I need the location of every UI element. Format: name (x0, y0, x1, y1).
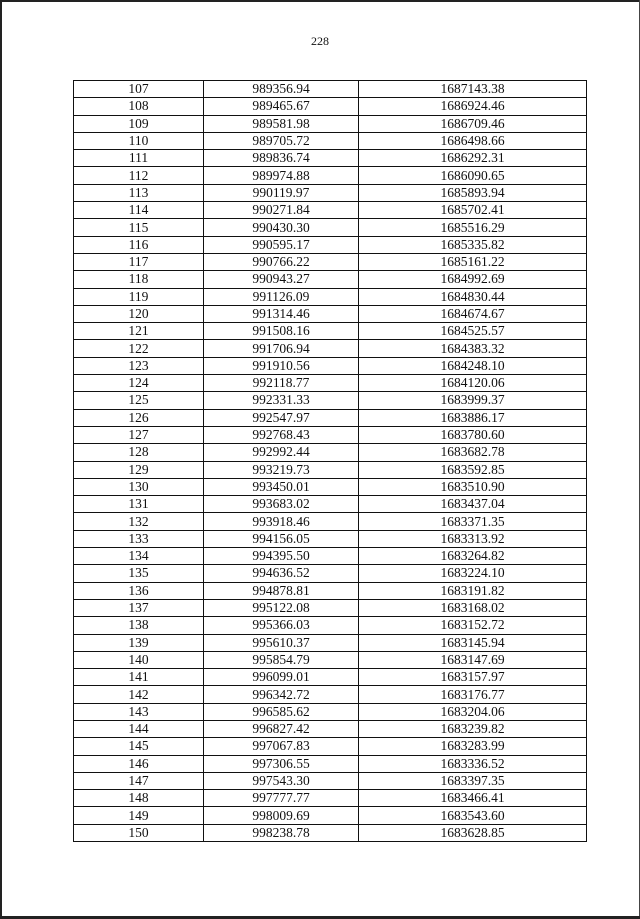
y-coordinate-cell: 1685335.82 (359, 236, 587, 253)
point-number-cell: 144 (74, 720, 204, 737)
table-row (74, 357, 587, 374)
table-row (74, 651, 587, 668)
y-coordinate-cell: 1686292.31 (359, 150, 587, 167)
x-coordinate-cell: 992547.97 (204, 409, 359, 426)
y-coordinate-cell: 1685516.29 (359, 219, 587, 236)
x-coordinate-cell: 989465.67 (204, 98, 359, 115)
y-coordinate-cell: 1683371.35 (359, 513, 587, 530)
point-number-cell: 129 (74, 461, 204, 478)
table-row (74, 582, 587, 599)
x-coordinate-cell: 995610.37 (204, 634, 359, 651)
x-coordinate-cell: 995854.79 (204, 651, 359, 668)
table-row (74, 98, 587, 115)
coordinate-table-body (74, 81, 587, 842)
table-row (74, 790, 587, 807)
y-coordinate-cell: 1683224.10 (359, 565, 587, 582)
table-row (74, 738, 587, 755)
point-number-cell: 133 (74, 530, 204, 547)
y-coordinate-cell: 1684383.32 (359, 340, 587, 357)
table-row (74, 599, 587, 616)
table-row (74, 530, 587, 547)
x-coordinate-cell: 990595.17 (204, 236, 359, 253)
table-row (74, 323, 587, 340)
table-row (74, 132, 587, 149)
point-number-cell: 118 (74, 271, 204, 288)
point-number-cell: 114 (74, 202, 204, 219)
y-coordinate-cell: 1683628.85 (359, 824, 587, 841)
y-coordinate-cell: 1683264.82 (359, 548, 587, 565)
y-coordinate-cell: 1683191.82 (359, 582, 587, 599)
y-coordinate-cell: 1685893.94 (359, 184, 587, 201)
table-row (74, 617, 587, 634)
y-coordinate-cell: 1683157.97 (359, 669, 587, 686)
x-coordinate-cell: 993683.02 (204, 496, 359, 513)
x-coordinate-cell: 996099.01 (204, 669, 359, 686)
x-coordinate-cell: 991706.94 (204, 340, 359, 357)
point-number-cell: 108 (74, 98, 204, 115)
point-number-cell: 116 (74, 236, 204, 253)
point-number-cell: 134 (74, 548, 204, 565)
point-number-cell: 115 (74, 219, 204, 236)
x-coordinate-cell: 990766.22 (204, 253, 359, 270)
table-row (74, 426, 587, 443)
x-coordinate-cell: 997543.30 (204, 772, 359, 789)
x-coordinate-cell: 992992.44 (204, 444, 359, 461)
table-row (74, 496, 587, 513)
y-coordinate-cell: 1684830.44 (359, 288, 587, 305)
x-coordinate-cell: 997777.77 (204, 790, 359, 807)
point-number-cell: 121 (74, 323, 204, 340)
point-number-cell: 110 (74, 132, 204, 149)
table-row (74, 150, 587, 167)
x-coordinate-cell: 998238.78 (204, 824, 359, 841)
scan-border-left (0, 0, 2, 919)
x-coordinate-cell: 989581.98 (204, 115, 359, 132)
point-number-cell: 119 (74, 288, 204, 305)
x-coordinate-cell: 989705.72 (204, 132, 359, 149)
point-number-cell: 112 (74, 167, 204, 184)
point-number-cell: 128 (74, 444, 204, 461)
table-row (74, 392, 587, 409)
y-coordinate-cell: 1683999.37 (359, 392, 587, 409)
x-coordinate-cell: 990943.27 (204, 271, 359, 288)
point-number-cell: 140 (74, 651, 204, 668)
y-coordinate-cell: 1684120.06 (359, 375, 587, 392)
y-coordinate-cell: 1685702.41 (359, 202, 587, 219)
point-number-cell: 148 (74, 790, 204, 807)
y-coordinate-cell: 1684674.67 (359, 305, 587, 322)
y-coordinate-cell: 1683336.52 (359, 755, 587, 772)
y-coordinate-cell: 1686709.46 (359, 115, 587, 132)
y-coordinate-cell: 1686090.65 (359, 167, 587, 184)
table-row (74, 288, 587, 305)
y-coordinate-cell: 1683510.90 (359, 478, 587, 495)
x-coordinate-cell: 996585.62 (204, 703, 359, 720)
point-number-cell: 107 (74, 81, 204, 98)
x-coordinate-cell: 995366.03 (204, 617, 359, 634)
table-row (74, 409, 587, 426)
x-coordinate-cell: 992768.43 (204, 426, 359, 443)
x-coordinate-cell: 990119.97 (204, 184, 359, 201)
table-row (74, 375, 587, 392)
y-coordinate-cell: 1683543.60 (359, 807, 587, 824)
x-coordinate-cell: 991126.09 (204, 288, 359, 305)
y-coordinate-cell: 1683239.82 (359, 720, 587, 737)
x-coordinate-cell: 996827.42 (204, 720, 359, 737)
y-coordinate-cell: 1683147.69 (359, 651, 587, 668)
point-number-cell: 111 (74, 150, 204, 167)
point-number-cell: 136 (74, 582, 204, 599)
point-number-cell: 142 (74, 686, 204, 703)
table-row (74, 305, 587, 322)
point-number-cell: 135 (74, 565, 204, 582)
point-number-cell: 127 (74, 426, 204, 443)
x-coordinate-cell: 998009.69 (204, 807, 359, 824)
table-row (74, 513, 587, 530)
x-coordinate-cell: 993219.73 (204, 461, 359, 478)
point-number-cell: 117 (74, 253, 204, 270)
table-row (74, 219, 587, 236)
table-row (74, 236, 587, 253)
y-coordinate-cell: 1686498.66 (359, 132, 587, 149)
x-coordinate-cell: 989836.74 (204, 150, 359, 167)
table-row (74, 115, 587, 132)
table-row (74, 686, 587, 703)
table-row (74, 340, 587, 357)
point-number-cell: 131 (74, 496, 204, 513)
table-row (74, 703, 587, 720)
point-number-cell: 126 (74, 409, 204, 426)
point-number-cell: 147 (74, 772, 204, 789)
table-row (74, 253, 587, 270)
table-row (74, 720, 587, 737)
y-coordinate-cell: 1683176.77 (359, 686, 587, 703)
point-number-cell: 141 (74, 669, 204, 686)
y-coordinate-cell: 1683168.02 (359, 599, 587, 616)
x-coordinate-cell: 992118.77 (204, 375, 359, 392)
point-number-cell: 124 (74, 375, 204, 392)
x-coordinate-cell: 995122.08 (204, 599, 359, 616)
y-coordinate-cell: 1683682.78 (359, 444, 587, 461)
x-coordinate-cell: 991910.56 (204, 357, 359, 374)
x-coordinate-cell: 994395.50 (204, 548, 359, 565)
y-coordinate-cell: 1684525.57 (359, 323, 587, 340)
y-coordinate-cell: 1683283.99 (359, 738, 587, 755)
table-row (74, 548, 587, 565)
table-row (74, 81, 587, 98)
y-coordinate-cell: 1684248.10 (359, 357, 587, 374)
point-number-cell: 113 (74, 184, 204, 201)
y-coordinate-cell: 1685161.22 (359, 253, 587, 270)
point-number-cell: 132 (74, 513, 204, 530)
y-coordinate-cell: 1683397.35 (359, 772, 587, 789)
point-number-cell: 109 (74, 115, 204, 132)
y-coordinate-cell: 1687143.38 (359, 81, 587, 98)
y-coordinate-cell: 1686924.46 (359, 98, 587, 115)
point-number-cell: 146 (74, 755, 204, 772)
y-coordinate-cell: 1683780.60 (359, 426, 587, 443)
table-row (74, 634, 587, 651)
y-coordinate-cell: 1683204.06 (359, 703, 587, 720)
y-coordinate-cell: 1683145.94 (359, 634, 587, 651)
y-coordinate-cell: 1683152.72 (359, 617, 587, 634)
point-number-cell: 143 (74, 703, 204, 720)
x-coordinate-cell: 991508.16 (204, 323, 359, 340)
table-row (74, 444, 587, 461)
table-row (74, 772, 587, 789)
x-coordinate-cell: 991314.46 (204, 305, 359, 322)
x-coordinate-cell: 997067.83 (204, 738, 359, 755)
table-row (74, 184, 587, 201)
y-coordinate-cell: 1683437.04 (359, 496, 587, 513)
point-number-cell: 138 (74, 617, 204, 634)
x-coordinate-cell: 990430.30 (204, 219, 359, 236)
x-coordinate-cell: 994878.81 (204, 582, 359, 599)
table-row (74, 755, 587, 772)
table-row (74, 271, 587, 288)
page-number: 228 (311, 34, 329, 48)
y-coordinate-cell: 1683886.17 (359, 409, 587, 426)
scan-border-top (0, 0, 640, 2)
point-number-cell: 125 (74, 392, 204, 409)
table-row (74, 669, 587, 686)
y-coordinate-cell: 1683592.85 (359, 461, 587, 478)
x-coordinate-cell: 989974.88 (204, 167, 359, 184)
x-coordinate-cell: 990271.84 (204, 202, 359, 219)
table-row (74, 565, 587, 582)
point-number-cell: 122 (74, 340, 204, 357)
x-coordinate-cell: 993918.46 (204, 513, 359, 530)
point-number-cell: 130 (74, 478, 204, 495)
table-row (74, 461, 587, 478)
point-number-cell: 137 (74, 599, 204, 616)
point-number-cell: 145 (74, 738, 204, 755)
table-row (74, 167, 587, 184)
y-coordinate-cell: 1683313.92 (359, 530, 587, 547)
y-coordinate-cell: 1683466.41 (359, 790, 587, 807)
table-row (74, 202, 587, 219)
x-coordinate-cell: 993450.01 (204, 478, 359, 495)
x-coordinate-cell: 997306.55 (204, 755, 359, 772)
table-row (74, 478, 587, 495)
x-coordinate-cell: 992331.33 (204, 392, 359, 409)
y-coordinate-cell: 1684992.69 (359, 271, 587, 288)
x-coordinate-cell: 996342.72 (204, 686, 359, 703)
table-row (74, 824, 587, 841)
table-row (74, 807, 587, 824)
point-number-cell: 139 (74, 634, 204, 651)
x-coordinate-cell: 989356.94 (204, 81, 359, 98)
coordinate-table (73, 80, 587, 842)
x-coordinate-cell: 994156.05 (204, 530, 359, 547)
point-number-cell: 123 (74, 357, 204, 374)
x-coordinate-cell: 994636.52 (204, 565, 359, 582)
point-number-cell: 120 (74, 305, 204, 322)
point-number-cell: 150 (74, 824, 204, 841)
point-number-cell: 149 (74, 807, 204, 824)
